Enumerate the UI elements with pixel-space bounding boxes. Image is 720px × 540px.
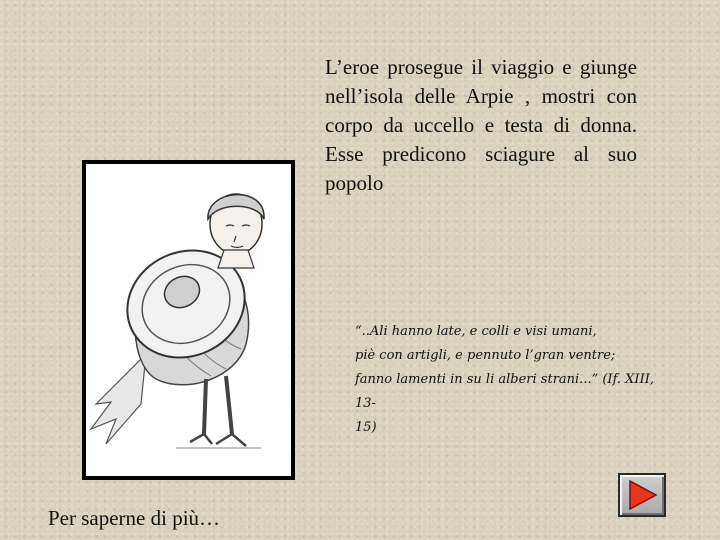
quote-text xyxy=(355,320,660,440)
quote-line: 15) xyxy=(355,420,377,435)
harpy-illustration xyxy=(82,160,295,480)
next-button[interactable] xyxy=(618,473,666,517)
quote-line: fanno lamenti in su li alberi strani...” (If. XIII, 13- xyxy=(355,372,654,411)
quote-line: “..Ali hanno late, e colli e visi umani, xyxy=(355,324,597,339)
quote-line: piè con artigli, e pennuto l’gran ventre; xyxy=(355,348,616,363)
main-text: L’eroe prosegue il viaggio e giunge nell’isola delle Arpie , mostri con corpo da uccello e testa di donna. Esse predicono sciagure al suo popolo xyxy=(325,55,637,195)
more-info-link[interactable]: Per saperne di più… xyxy=(48,506,221,530)
triangle-right-icon xyxy=(630,481,656,509)
